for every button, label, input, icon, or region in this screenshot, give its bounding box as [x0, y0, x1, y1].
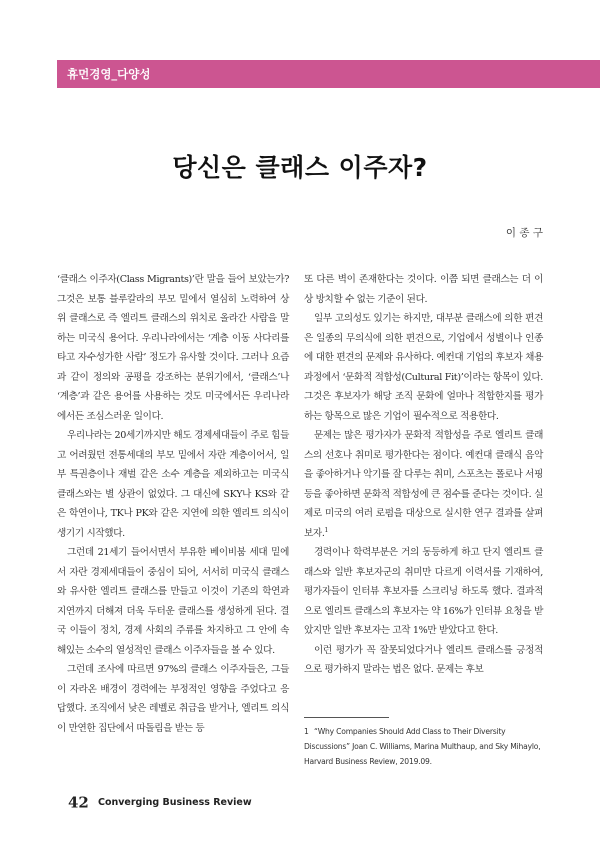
paragraph: 그런데 21세기 들어서면서 부유한 베이비붐 세대 밑에서 자란 경제세대들이 중심이 되어, 서서히 미국식 클래스와 유사한 엘리트 클래스를 만들고 이것이 기존의 학연과 지연까지 더해져 더욱 두터운 클래스를 생성하게 된다. 결국 이들이 정치, 경제 사회의 주류를 차지하고 그 안에 속해있는 소수의 열성적인 클래스 이주자들을 볼 수 있다.	[57, 547, 289, 656]
page-number: 42	[68, 793, 89, 812]
paragraph: 그런데 조사에 따르면 97%의 클래스 이주자들은, 그들이 자라온 배경이 경력에는 부정적인 영향을 주었다고 응답했다. 조직에서 낮은 레벨로 취급을 받거나, 엘리트 의식이 만연한 집단에서 따돌림을 받는 등	[57, 664, 289, 734]
paragraph: 이런 평가가 꼭 잘못되었다거나 엘리트 클래스를 긍정적으로 평가하지 말라는 법은 없다. 문제는 후보	[304, 644, 543, 675]
page-footer	[68, 792, 252, 812]
paragraph-text: 문제는 많은 평가자가 문화적 적합성을 주로 엘리트 클래스의 선호나 취미로 평가한다는 점이다. 예컨대 클래식 음악을 좋아하거나 악기를 잘 다루는 취미, 스포츠는 폴로나 서핑 등을 좋아하면 문화적 적합성에 큰 점수를 준다는 것이다. 실제로 미국의 여러 로펌을 대상으로 실시한 연구 결과를 살펴보자.	[304, 430, 543, 539]
article-title: 당신은 클래스 이주자?	[172, 153, 428, 182]
paragraph: 우리나라는 20세기까지만 해도 경제세대들이 주로 힘들고 어려웠던 전통세대의 부모 밑에서 자란 계층이어서, 일부 특권층이나 재벌 같은 소수 계층을 제외하고는 미국식 클래스와는 별 상관이 없었다. 그 대신에 SKY나 KS와 같은 학연이나, TK나 PK와 같은 지연에 의한 엘리트 의식이 생기기 시작했다.	[57, 430, 289, 539]
journal-name: Converging Business Review	[97, 797, 252, 808]
paragraph: ‘클래스 이주자(Class Migrants)’란 말을 들어 보았는가? 그것은 보통 블루칼라의 부모 밑에서 열심히 노력하여 상위 클래스로 즉 엘리트 클래스의 위치로 올라간 사람을 말하는 미국식 용어다. 우리나라에서는 ‘계층 이동 사다리를 타고 자수성가한 사람’ 정도가 유사할 것이다. 그러나 요즘과 같이 정의와 공평을 강조하는 분위기에서, ‘클래스’나 ‘계층’과 같은 용어를 사용하는 것도 미국에서든 우리나라에서든 조심스러운 일이다.	[57, 274, 289, 422]
left-column	[57, 270, 289, 738]
footnote-text: “Why Companies Should Add Class to Their Diversity Discussions” Joan C. Williams, Marina Multhaup, and Sky Mihaylo, Harvard Business Review, 2019.09.	[304, 727, 541, 766]
footnote-number: 1	[304, 727, 309, 736]
paragraph	[304, 426, 543, 543]
paragraph: 일부 고의성도 있기는 하지만, 대부분 클래스에 의한 편견은 일종의 무의식에 의한 편견으로, 기업에서 성별이나 인종에 대한 편견의 문제와 유사하다. 예컨대 기업의 후보자 채용과정에서 ‘문화적 적합성(Cultural Fit)’이라는 항목이 있다. 그것은 후보자가 해당 조직 문화에 얼마나 적합한지를 평가하는 항목으로 많은 기업이 필수적으로 적용한다.	[304, 313, 543, 422]
section-label: 휴먼경영_다양성	[67, 67, 151, 81]
author-name: 이 종 구	[505, 227, 543, 239]
footnote-divider	[304, 717, 389, 718]
section-header-bar	[57, 60, 600, 88]
footnote-reference[interactable]: 1	[324, 526, 329, 534]
footnote	[304, 724, 543, 769]
paragraph: 또 다른 벽이 존재한다는 것이다. 이쯤 되면 클래스는 더 이상 방치할 수 없는 기준이 된다.	[304, 274, 543, 305]
paragraph: 경력이나 학력부분은 거의 동등하게 하고 단지 엘리트 클래스와 일반 후보자군의 취미만 다르게 이력서를 기재하여, 평가자들이 인터뷰 후보자를 스크리닝 하도록 했다. 결과적으로 엘리트 클래스의 후보자는 약 16%가 인터뷰 요청을 받았지만 일반 후보자는 고작 1%만 받았다고 한다.	[304, 547, 543, 636]
right-column	[304, 270, 543, 680]
